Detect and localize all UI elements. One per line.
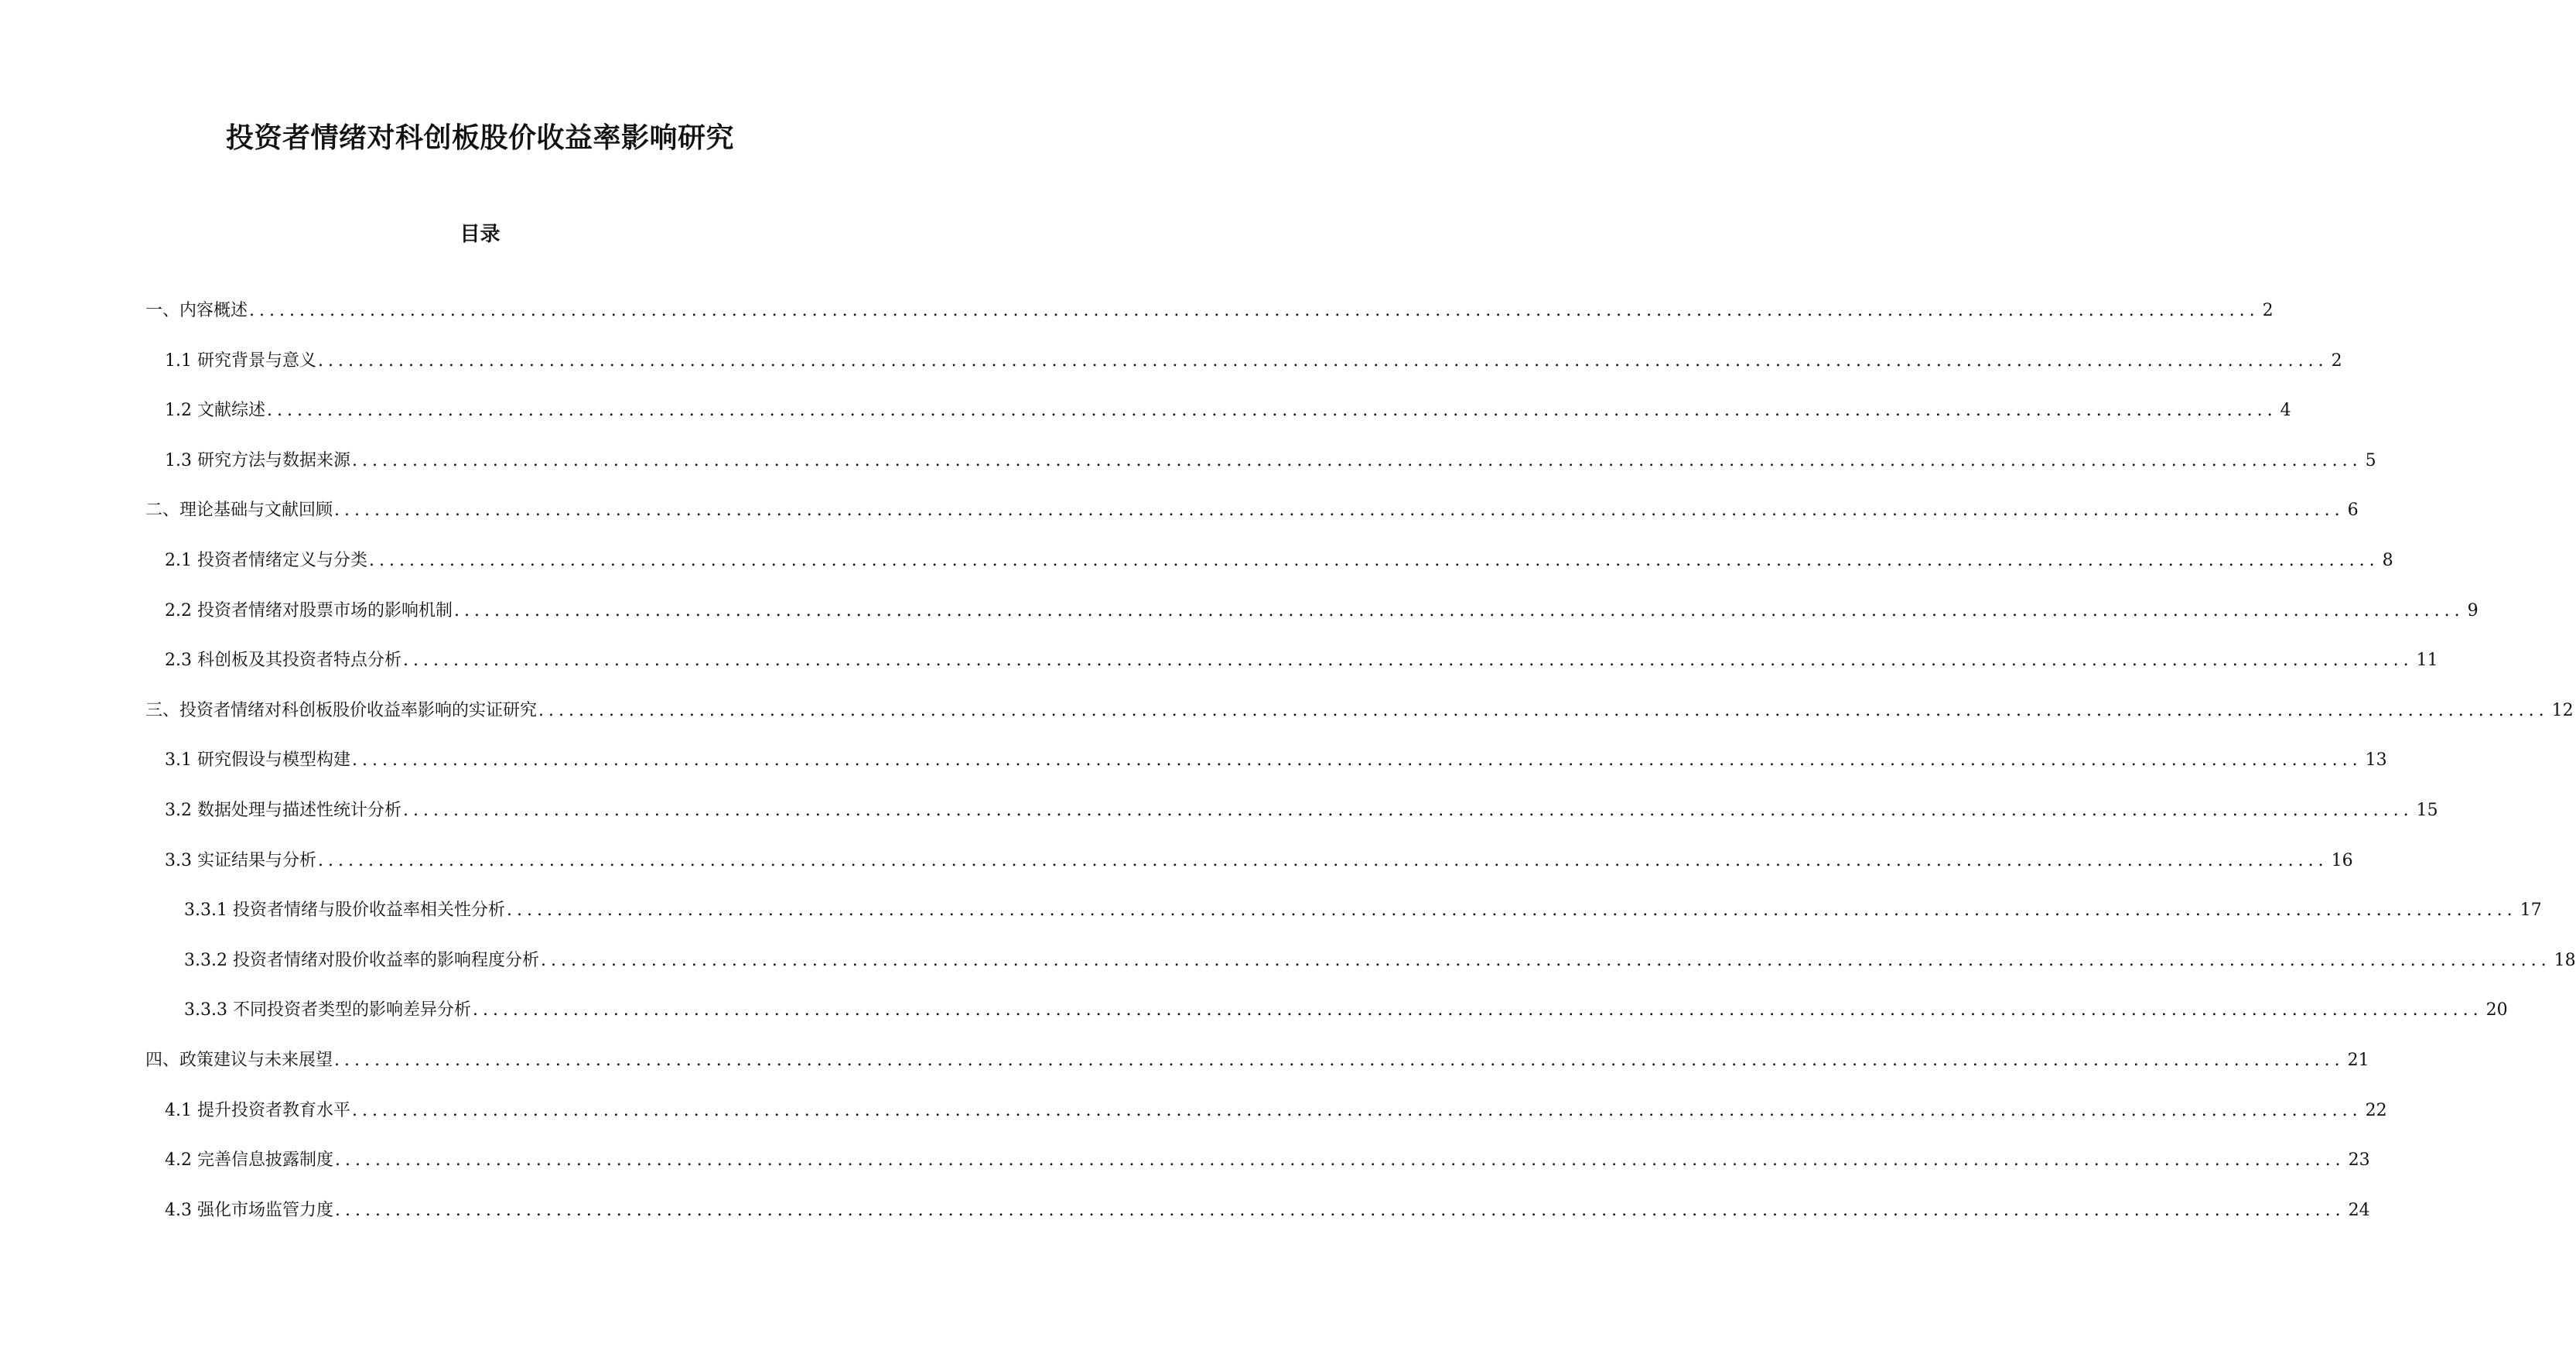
toc-entry-label: 政策建议与未来展望 [179, 1051, 333, 1070]
toc-leader-dots: ........................................................................................................................................................................................................ [473, 1000, 2483, 1020]
toc-entry-page: 5 [2365, 451, 2376, 470]
toc-entry-label: 研究背景与意义 [196, 351, 316, 371]
toc-entry-number: 三、 [145, 701, 180, 720]
toc-leader-dots: ........................................................................................................................................................................................................ [249, 301, 2260, 320]
toc-entry-number: 2.2 [165, 601, 197, 620]
toc-entry[interactable] [165, 797, 2438, 823]
toc-leader-dots: ........................................................................................................................................................................................................ [334, 501, 2345, 520]
toc-leader-dots: ........................................................................................................................................................................................................ [335, 1150, 2345, 1170]
toc-entry-page: 4 [2280, 401, 2291, 420]
toc-entry[interactable] [184, 996, 2508, 1023]
toc-leader-dots: ........................................................................................................................................................................................................ [318, 351, 2328, 371]
toc-entry-label: 不同投资者类型的影响差异分析 [232, 1000, 471, 1020]
toc-entry-number: 四、 [145, 1051, 180, 1070]
toc-entry-number: 3.2 [165, 801, 197, 820]
toc-entry-page: 23 [2348, 1150, 2370, 1170]
toc-entry-page: 15 [2416, 801, 2438, 820]
toc-entry-number: 3.3.2 [184, 951, 233, 970]
toc-entry-page: 20 [2485, 1000, 2508, 1020]
toc-heading: 目录 [460, 223, 501, 246]
toc-leader-dots: ........................................................................................................................................................................................................ [352, 451, 2362, 470]
toc-leader-dots: ........................................................................................................................................................................................................ [454, 601, 2465, 620]
toc-entry-number: 4.3 [165, 1201, 197, 1220]
document-title: 投资者情绪对科创板股价收益率影响研究 [225, 122, 734, 154]
toc-entry-number: 1.1 [165, 351, 197, 371]
toc-entry[interactable] [165, 1197, 2370, 1223]
toc-entry-label: 提升投资者教育水平 [196, 1101, 350, 1120]
toc-leader-dots: ........................................................................................................................................................................................................ [335, 1201, 2345, 1220]
toc-entry-page: 17 [2520, 901, 2542, 920]
toc-entry-page: 8 [2382, 551, 2393, 570]
toc-entry[interactable] [165, 547, 2393, 573]
toc-entry-page: 18 [2554, 951, 2576, 970]
toc-entry-page: 13 [2365, 750, 2387, 770]
toc-entry-number: 4.1 [165, 1101, 197, 1120]
toc-entry[interactable] [145, 1047, 2369, 1073]
toc-entry[interactable] [184, 947, 2576, 973]
toc-leader-dots: ........................................................................................................................................................................................................ [267, 401, 2277, 420]
toc-entry[interactable] [165, 1147, 2370, 1173]
toc-entry-page: 9 [2467, 601, 2479, 620]
toc-entry-label: 文献综述 [196, 401, 265, 420]
toc-entry-label: 强化市场监管力度 [196, 1201, 333, 1220]
toc-entry-number: 2.1 [165, 551, 197, 570]
toc-entry-page: 12 [2551, 701, 2574, 720]
toc-entry-label: 投资者情绪与股价收益率相关性分析 [232, 901, 505, 920]
toc-entry[interactable] [165, 447, 2376, 473]
toc-entry-number: 2.3 [165, 651, 197, 670]
toc-entry-label: 内容概述 [179, 301, 248, 320]
toc-leader-dots: ........................................................................................................................................................................................................ [507, 901, 2517, 920]
toc-leader-dots: ........................................................................................................................................................................................................ [352, 1101, 2362, 1120]
toc-entry-label: 投资者情绪定义与分类 [196, 551, 367, 570]
toc-entry[interactable] [165, 1097, 2387, 1123]
toc-entry-number: 1.3 [165, 451, 197, 470]
toc-entry[interactable] [165, 847, 2353, 873]
toc-entry[interactable] [165, 747, 2387, 773]
toc-entry-number: 3.1 [165, 750, 197, 770]
toc-entry-label: 研究方法与数据来源 [196, 451, 350, 470]
toc-entry-label: 科创板及其投资者特点分析 [196, 651, 401, 670]
toc-entry-number: 3.3.3 [184, 1000, 233, 1020]
toc-entry-page: 2 [2331, 351, 2342, 371]
toc-leader-dots: ........................................................................................................................................................................................................ [318, 851, 2328, 870]
toc-entry-page: 24 [2348, 1201, 2370, 1220]
toc-leader-dots: ........................................................................................................................................................................................................ [403, 651, 2414, 670]
toc-leader-dots: ........................................................................................................................................................................................................ [403, 801, 2414, 820]
toc-entry-label: 投资者情绪对科创板股价收益率影响的实证研究 [179, 701, 538, 720]
toc-entry-label: 投资者情绪对股价收益率的影响程度分析 [232, 951, 539, 970]
toc-leader-dots: ........................................................................................................................................................................................................ [541, 951, 2551, 970]
toc-entry-label: 数据处理与描述性统计分析 [196, 801, 401, 820]
toc-entry[interactable] [184, 897, 2542, 923]
toc-entry-page: 22 [2365, 1101, 2387, 1120]
toc-entry-label: 理论基础与文献回顾 [179, 501, 333, 520]
toc-entry-page: 6 [2347, 501, 2359, 520]
toc-entry[interactable] [145, 497, 2359, 523]
toc-entry[interactable] [145, 297, 2274, 323]
toc-entry-label: 完善信息披露制度 [196, 1150, 333, 1170]
toc-entry-number: 一、 [145, 301, 180, 320]
toc-entry-label: 研究假设与模型构建 [196, 750, 350, 770]
toc-entry-label: 投资者情绪对股票市场的影响机制 [196, 601, 453, 620]
toc-entry[interactable] [165, 397, 2291, 423]
toc-entry-page: 16 [2331, 851, 2353, 870]
toc-entry[interactable] [165, 347, 2342, 374]
toc-leader-dots: ........................................................................................................................................................................................................ [538, 701, 2549, 720]
toc-entry-number: 3.3.1 [184, 901, 233, 920]
toc-entry-label: 实证结果与分析 [196, 851, 316, 870]
toc-entry-number: 4.2 [165, 1150, 197, 1170]
toc-entry[interactable] [165, 597, 2479, 624]
toc-entry-number: 1.2 [165, 401, 197, 420]
toc-entry-number: 3.3 [165, 851, 197, 870]
toc-entry-number: 二、 [145, 501, 180, 520]
toc-leader-dots: ........................................................................................................................................................................................................ [334, 1051, 2345, 1070]
toc-entry-page: 11 [2416, 651, 2438, 670]
toc-entry-page: 2 [2262, 301, 2274, 320]
toc-entry[interactable] [165, 647, 2438, 673]
toc-leader-dots: ........................................................................................................................................................................................................ [369, 551, 2380, 570]
toc-entry-page: 21 [2347, 1051, 2369, 1070]
toc-entry[interactable] [145, 697, 2574, 723]
toc-leader-dots: ........................................................................................................................................................................................................ [352, 750, 2362, 770]
